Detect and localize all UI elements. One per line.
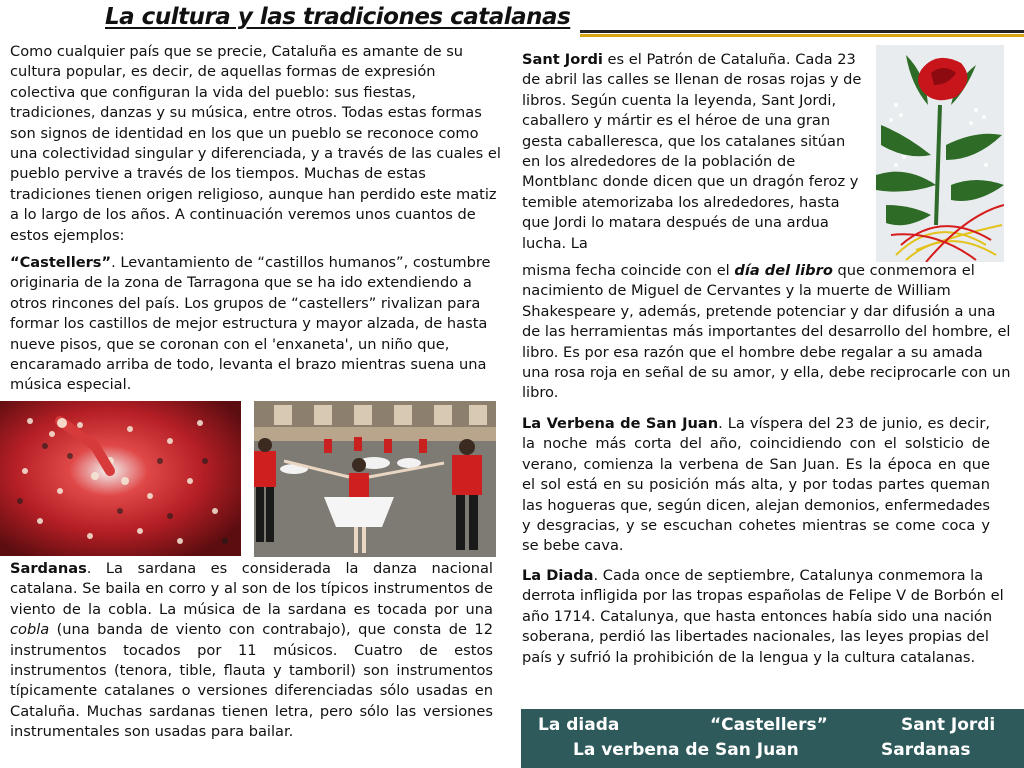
sardanas-italic: cobla (10, 621, 50, 639)
footer-item-castellers[interactable]: “Castellers” (710, 715, 828, 735)
sant-jordi-text-b: misma fecha coincide con el (522, 262, 735, 279)
sant-jordi-text-a: es el Patrón de Cataluña. Cada 23 de abril las calles se llenan de rosas rojas y de libros. Según cuenta la leyenda, Sant Jordi, caballero y mártir es el héroe de una gran gesta caballeresca, que los catalanes sitúan en los alrededores de la población de Montblanc donde dicen que un dragón feroz y temible atemorizaba los alrededores, hasta que Jordi lo matara después de una ardua lucha. La (522, 51, 862, 252)
dia-del-libro: día del libro (734, 262, 833, 279)
title-rule-accent (580, 34, 1024, 37)
sardanas-text-b: (una banda de viento con contrabajo), que consta de 12 instrumentos tocados por 11 músicos. Cuatro de estos instrumentos (tenora, tible, flauta y tamboril) son instrumentos típicamente catalanes o versiones diferenciadas sólo usadas en Cataluña. Muchas sardanas tienen letra, pero sólo las versiones instrumentales son usadas para bailar. (10, 621, 493, 741)
verbena-text: . La víspera del 23 de junio, es decir, la noche más corta del año, coincidiendo con el solsticio de verano, comienza la verbena de San Juan. Es la época en que el sol está en su posición más alta, y por todas partes queman las hogueras que, según dicen, alejan demonios, enfermedades y desgracias, y se escuchan cohetes mientras se come coca y se bebe cava. (522, 415, 990, 555)
sant-jordi-continued (522, 261, 1014, 404)
intro-paragraph: Como cualquier país que se precie, Cataluña es amante de su cultura popular, es decir, de aquellas formas de expresión colectiva que configuran la vida del pueblo: sus fiestas, tradiciones, danzas y su música, entre otros. Todas estas formas son signos de identidad en los que un pueblo se reconoce como una colectividad singular y diferenciada, y a través de las cuales el pueblo pervive a través de los tiempos. Muchas de estas tradiciones tienen origen religioso, aunque han perdido este matiz a lo largo de los años. A continuación veremos unos cuantos de estos ejemplos: (10, 43, 501, 244)
sant-jordi-text-c: que conmemora el nacimiento de Miguel de Cervantes y la muerte de William Shakespeare y, además, pretende potenciar y dar difusión a una de las herramientas más importantes del desarrollo del hombre, el libro. Es por esa razón que el hombre debe regalar a su amada una rosa roja en señal de su amor, y ella, debe reciprocarle con un libro. (522, 262, 1011, 402)
sardana-photo (254, 401, 496, 557)
sardanas-section (10, 559, 493, 743)
castellers-section (10, 253, 495, 396)
sardanas-text-a: . La sardana es considerada la danza nacional catalana. Se baila en corro y al son de los típicos instrumentos de viento de la cobla. La música de la sardana es tocada por una (10, 560, 493, 618)
verbena-section (522, 414, 990, 557)
footer-item-sardanas[interactable]: Sardanas (881, 740, 971, 760)
footer-item-sant-jordi[interactable]: Sant Jordi (901, 715, 996, 735)
diada-text: . Cada once de septiembre, Catalunya conmemora la derrota infligida por las tropas españolas de Felipe V de Borbón el año 1714. Catalunya, que hasta entonces había sido una nación soberana, perdió las libertades nacionales, las leyes propias del país y sufrió la prohibición de la lengua y la cultura catalanas. (522, 567, 1004, 666)
castellers-text: . Levantamiento de “castillos humanos”, costumbre originaria de la zona de Tarragona que se ha ido extendiendo a otros rincones del país. Los grupos de “castellers” rivalizan para formar los castillos de mejor estructura y mayor alzada, de hasta nueve pisos, que se coronan con el 'enxaneta', un niño que, encaramado arriba de todo, levanta el brazo mientras suena una música especial. (10, 254, 491, 394)
rose-photo (876, 45, 1004, 262)
topics-footer (521, 709, 1024, 768)
sant-jordi-section (522, 50, 862, 254)
diada-heading: La Diada (522, 567, 594, 584)
sardanas-heading: Sardanas (10, 560, 87, 577)
castellers-heading: “Castellers” (10, 254, 112, 271)
title-rule (580, 30, 1024, 33)
footer-item-verbena[interactable]: La verbena de San Juan (573, 740, 799, 760)
diada-section (522, 566, 1004, 668)
sant-jordi-heading: Sant Jordi (522, 51, 603, 68)
page-title: La cultura y las tradiciones catalanas (105, 4, 571, 30)
verbena-heading: La Verbena de San Juan (522, 415, 719, 432)
castellers-photo (0, 401, 241, 556)
footer-item-diada[interactable]: La diada (538, 715, 620, 735)
